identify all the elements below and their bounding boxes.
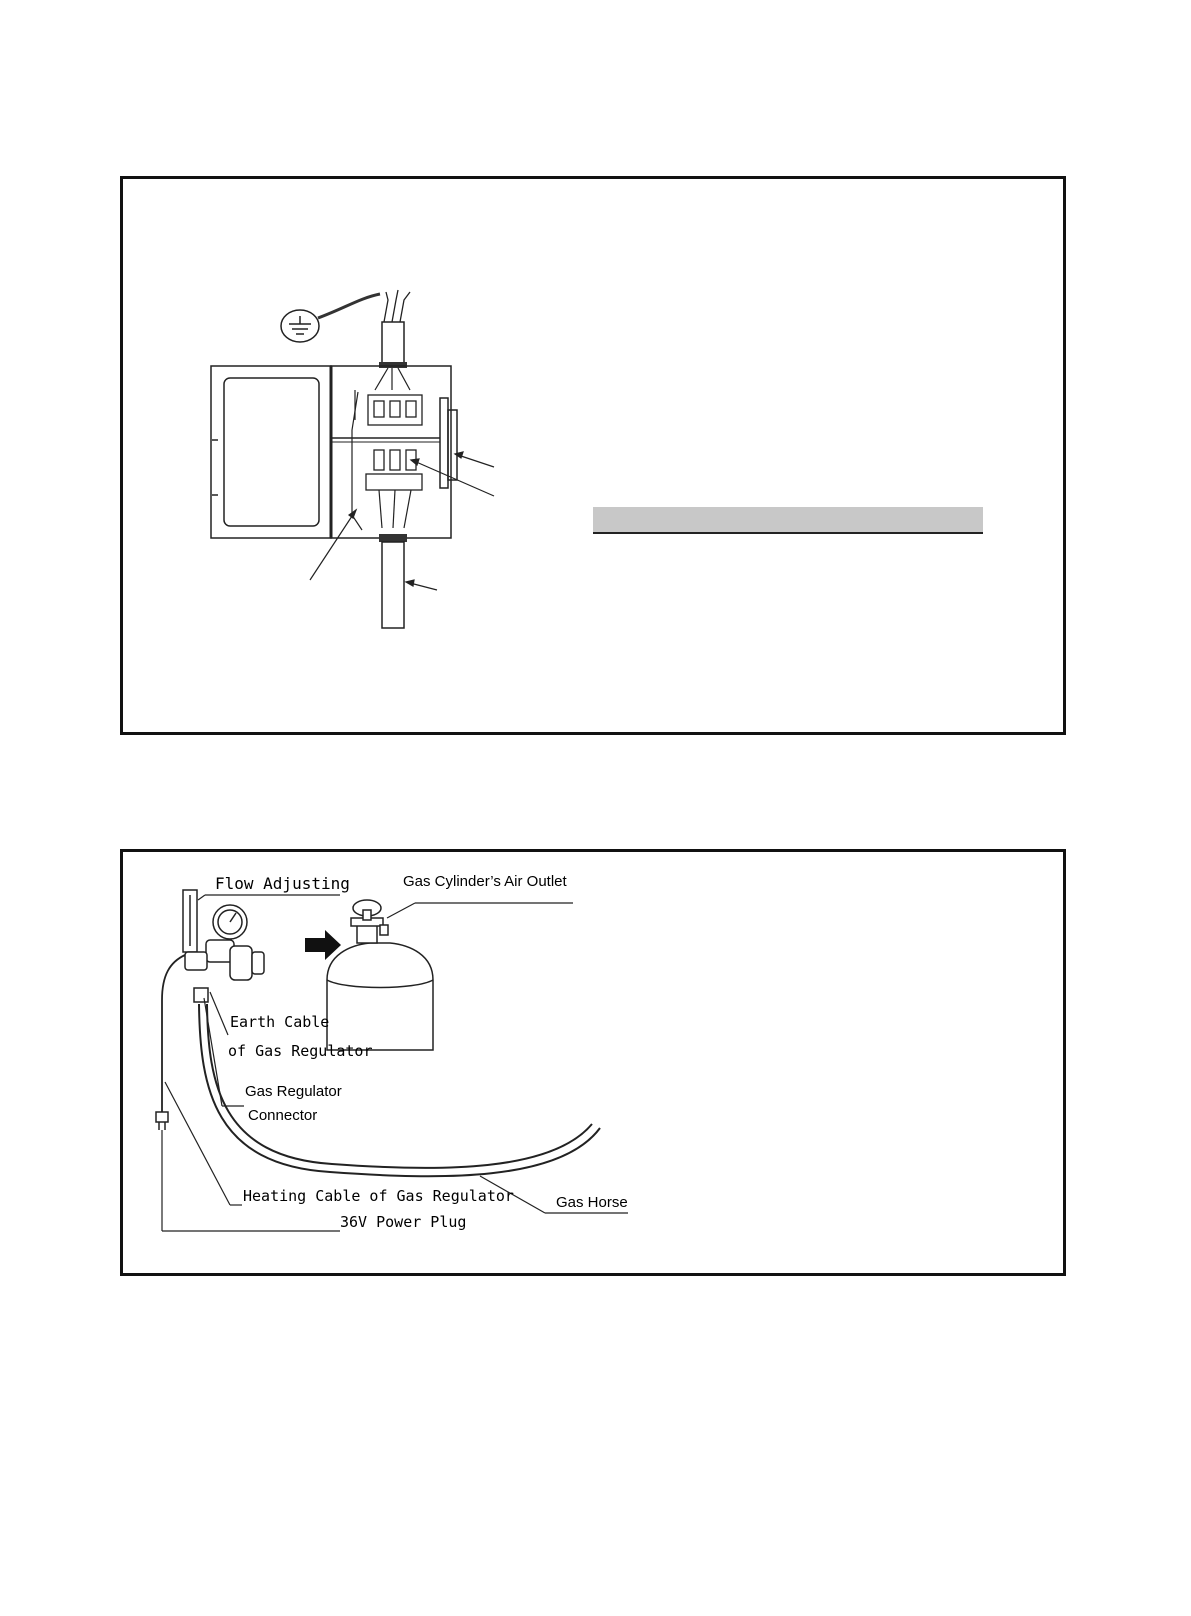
regulator-connector-label-line1: Gas Regulator <box>245 1083 342 1100</box>
power-plug-icon <box>156 1112 168 1130</box>
regulator-connector-label-line2: Connector <box>248 1107 318 1124</box>
earth-cable-label-line2: of Gas Regulator <box>228 1042 373 1060</box>
earth-cable-label-line1: Earth Cable <box>230 1013 330 1031</box>
flowmeter-tube <box>183 890 197 952</box>
cylinder-outlet-label: Gas Cylinder’s Air Outlet <box>403 873 567 890</box>
arrow-icon <box>305 930 341 960</box>
gas-cylinder-icon <box>327 900 433 1050</box>
power-plug-label: 36V Power Plug <box>340 1213 467 1231</box>
flow-adjusting-label: Flow Adjusting <box>215 874 350 893</box>
gas-horse-label: Gas Horse <box>556 1194 628 1211</box>
pressure-gauge-icon <box>213 905 247 939</box>
heating-cable-label: Heating Cable of Gas Regulator <box>243 1187 514 1205</box>
